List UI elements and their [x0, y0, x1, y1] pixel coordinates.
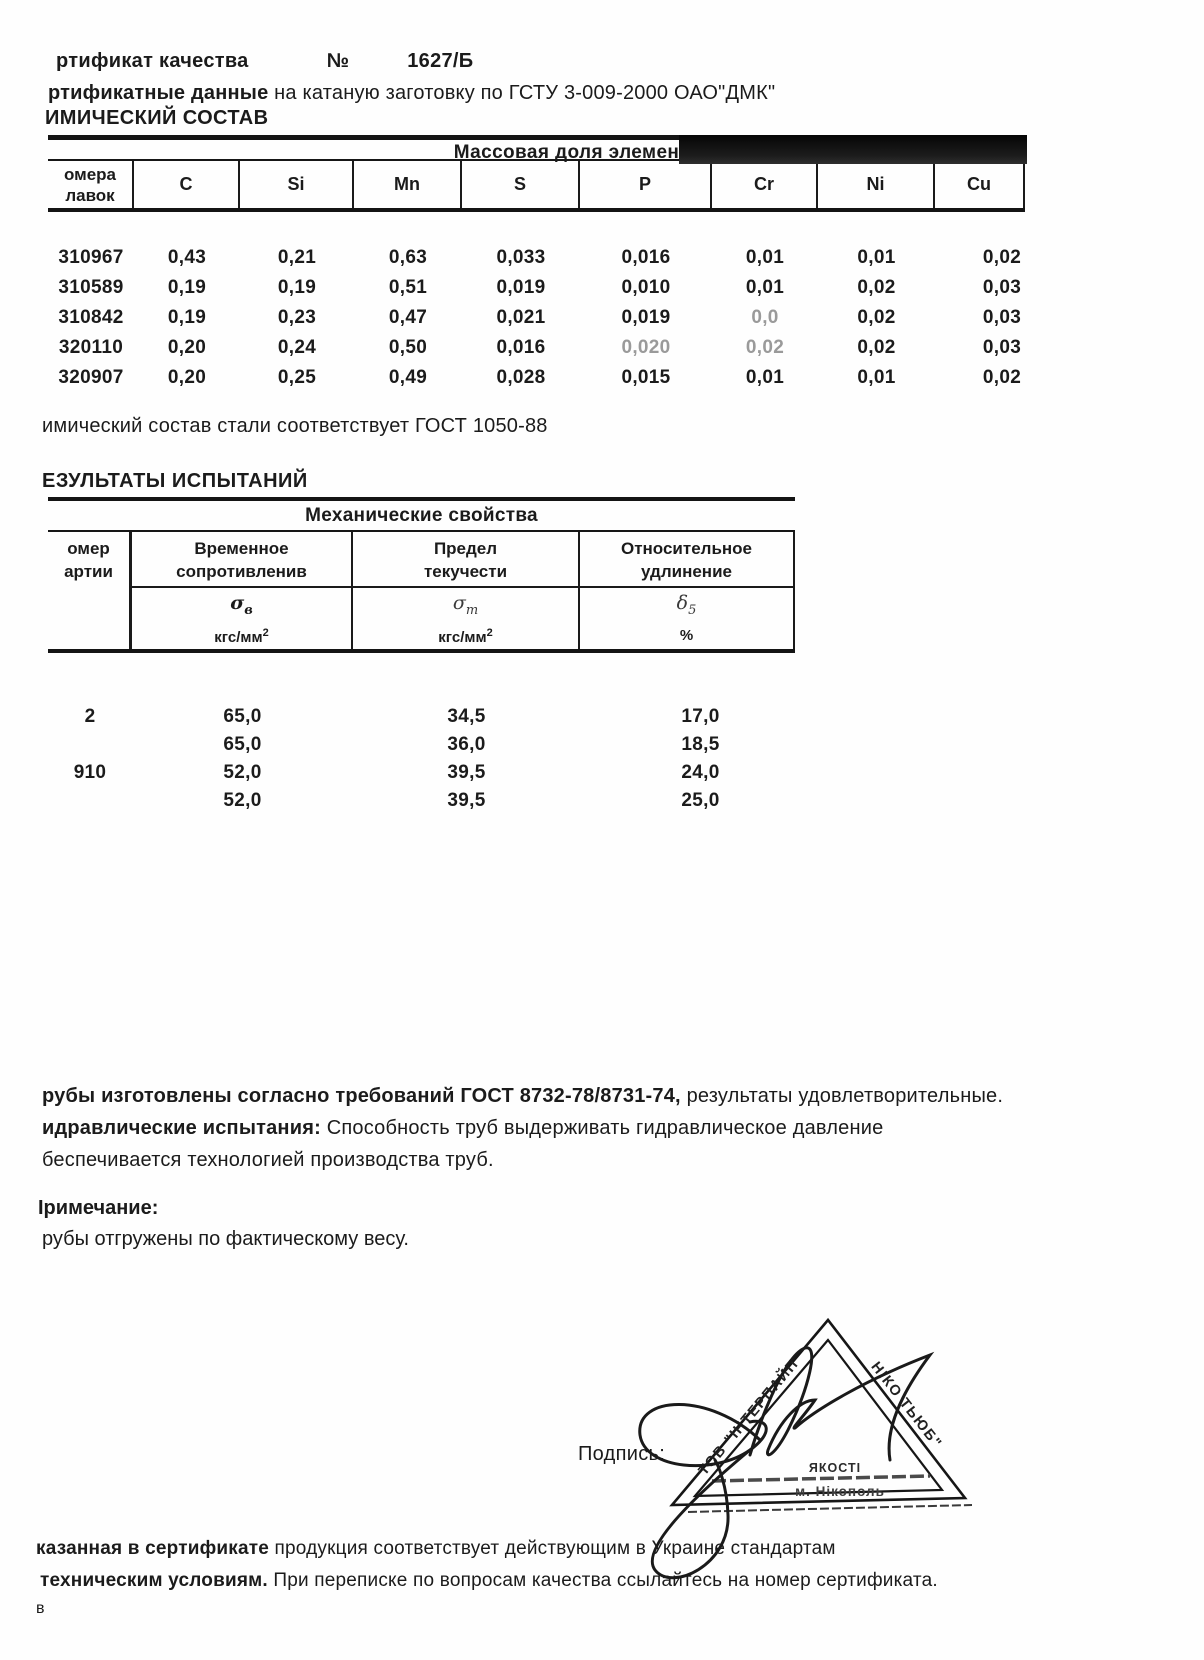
mechanical-properties-table [48, 497, 795, 653]
number-sign: № [326, 50, 350, 72]
mech-unit-tensile: $\sigma_в$ кгс/$мм^2$ [132, 588, 353, 649]
stamp-right-text: НІКО ТЬЮБ" [867, 1359, 945, 1452]
section-title-chemical-composition: ИМИЧЕСКИЙ СОСТАВ [45, 107, 269, 129]
mech-col-header-elongation: Относительное удлинение [580, 532, 795, 588]
manufacture-statement: рубы изготовлены согласно требований ГОСТ 8732-78/8731-74, результаты удовлетворительные. [42, 1085, 1004, 1107]
chem-col-header-Mn: Mn [354, 161, 462, 208]
table-row: 65,0 36,0 18,5 [223, 734, 720, 755]
chem-table-header-row [48, 161, 1025, 212]
chem-col-header-Ni: Ni [818, 161, 935, 208]
signature-label: Подпись: [578, 1443, 666, 1465]
chem-table-span-header: Массовая доля элемен [48, 135, 1025, 161]
chem-col-header-Si: Si [240, 161, 354, 208]
table-row: 310589 0,19 0,19 0,51 0,019 0,010 0,01 0,02 0,03 [58, 277, 1022, 298]
mech-col-header-batch: омер артии [48, 532, 132, 588]
chem-compliance-note: имический состав стали соответствует ГОСТ 1050-88 [42, 415, 548, 437]
stamp-base-smudge [688, 1505, 972, 1512]
hydraulic-test-statement: идравлические испытания: Способность труб выдерживать гидравлическое давление [42, 1117, 884, 1139]
chemical-composition-table [48, 135, 1025, 212]
chem-table-data [48, 243, 1025, 393]
note-text: рубы отгружены по фактическому весу. [42, 1228, 409, 1250]
chem-col-header-P: P [580, 161, 712, 208]
mech-col-header-yield: Предел текучести [353, 532, 580, 588]
table-row: 52,0 39,5 25,0 [223, 790, 720, 811]
footer-stray-character: в [36, 1600, 45, 1617]
certificate-number: 1627/Б [407, 50, 474, 72]
certificate-subtitle: ртификатные данные на катаную заготовку по ГСТУ 3-009-2000 ОАО"ДМК" [48, 82, 776, 104]
stamp-city-text: м. Нікополь [795, 1484, 885, 1499]
chem-col-header-Cu: Cu [935, 161, 1025, 208]
section-title-test-results: ЕЗУЛЬТАТЫ ИСПЫТАНИЙ [42, 470, 308, 492]
certificate-title [56, 50, 473, 73]
mech-table-data [48, 703, 795, 815]
table-row: 320110 0,20 0,24 0,50 0,016 0,020 0,02 0,02 0,03 [58, 337, 1022, 358]
footer-correspondence-line: техническим условиям. При переписке по вопросам качества ссылайтесь на номер сертификата. [40, 1570, 938, 1591]
stamp-quality-text: ЯКОСТІ [808, 1461, 862, 1475]
quality-stamp [600, 1300, 1080, 1610]
stamp-left-text: ТОВ "ІНТЕРПАЙП [695, 1356, 803, 1479]
mech-col-header-tensile: Временное сопротивленив [132, 532, 353, 588]
table-row: 910 52,0 39,5 24,0 [73, 762, 720, 783]
chem-col-header-C: C [134, 161, 240, 208]
table-row: 2 65,0 34,5 17,0 [84, 706, 720, 727]
chem-col-header-Cr: Cr [712, 161, 818, 208]
mech-unit-yield: $\sigma_т$ кгс/$мм^2$ [353, 588, 580, 649]
mech-table-units-row [48, 588, 795, 653]
hydraulic-test-statement-cont: беспечивается технологией производства труб. [42, 1149, 494, 1171]
footer-compliance-line: казанная в сертификате продукция соответствует действующим в Украине стандартам [36, 1538, 836, 1559]
stamp-mid-smudge [712, 1476, 930, 1481]
note-title: Іримечание: [38, 1197, 159, 1219]
table-row: 320907 0,20 0,25 0,49 0,028 0,015 0,01 0,01 0,02 [58, 367, 1022, 388]
chem-col-header-heats: омера лавок [48, 161, 134, 208]
certificate-title-label: ртификат качества [56, 50, 249, 72]
table-row: 310842 0,19 0,23 0,47 0,021 0,019 0,0 0,02 0,03 [58, 307, 1022, 328]
chem-col-header-S: S [462, 161, 580, 208]
scan-artifact-dark-bar [679, 135, 1027, 164]
mech-unit-elongation: $\delta_5$ % [580, 588, 795, 649]
table-row: 310967 0,43 0,21 0,63 0,033 0,016 0,01 0,01 0,02 [58, 247, 1022, 268]
mech-table-header-row [48, 532, 795, 588]
mech-table-span-header: Механические свойства [48, 497, 795, 532]
